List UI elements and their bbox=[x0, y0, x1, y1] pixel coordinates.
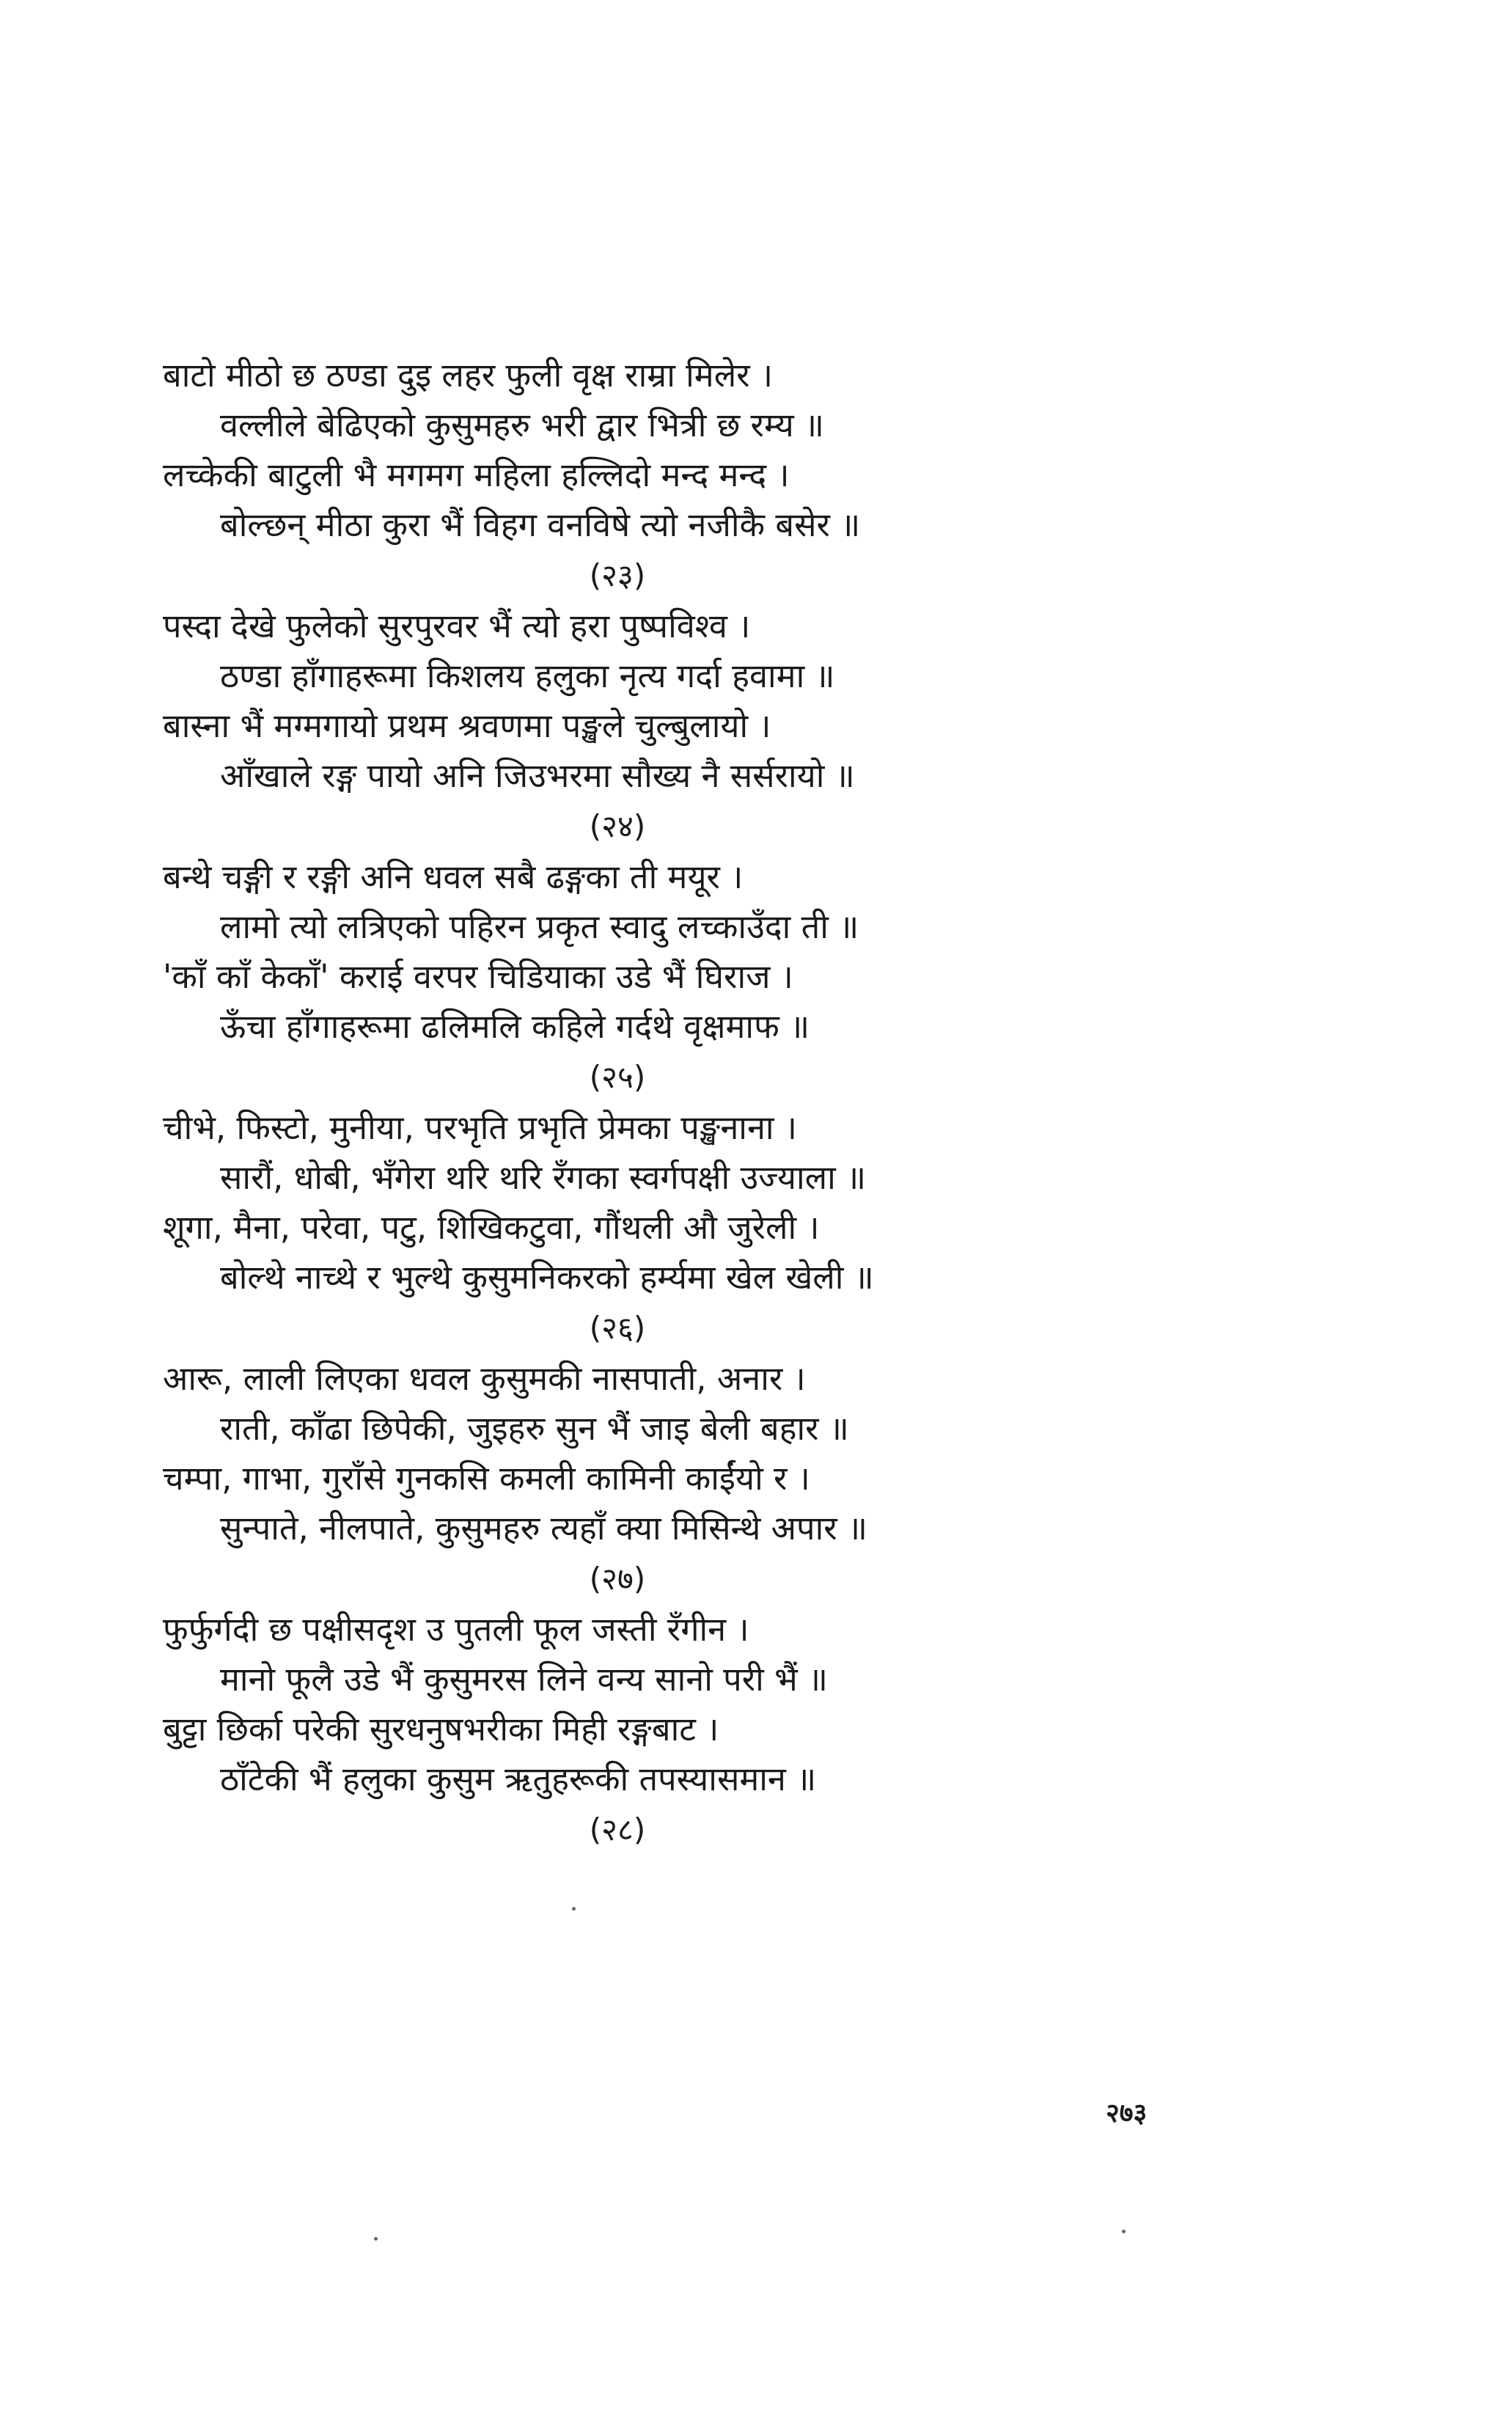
verse-line: आरू, लाली लिएका धवल कुसुमकी नासपाती, अनार । bbox=[163, 1359, 806, 1398]
stanza-number: (२८) bbox=[589, 1812, 646, 1848]
stanza-24 bbox=[163, 601, 1072, 852]
verse-line: फुर्फुर्गदी छ पक्षीसदृश उ पुतली फूल जस्ती रँगीन । bbox=[163, 1610, 749, 1649]
verse-block bbox=[163, 351, 1072, 1856]
stanza-28 bbox=[163, 1605, 1072, 1856]
stanza-number: (२७) bbox=[589, 1561, 646, 1597]
verse-line: वल्लीले बेढिएको कुसुमहरु भरी द्वार भित्री छ रम्य ॥ bbox=[220, 406, 824, 444]
verse-line: चम्पा, गाभा, गुराँसे गुनकसि कमली कामिनी काईंयो र । bbox=[163, 1459, 810, 1498]
verse-line: लच्केकी बाटुली भै मगमग महिला हल्लिदो मन्द मन्द । bbox=[163, 455, 790, 494]
verse-line: मानो फूलै उडे भैं कुसुमरस लिने वन्य सानो परी भैं ॥ bbox=[220, 1660, 828, 1699]
scan-speck bbox=[572, 1907, 576, 1911]
verse-line: लामो त्यो लत्रिएको पहिरन प्रकृत स्वादु लच्काउँदा ती ॥ bbox=[220, 907, 859, 946]
verse-line: शूगा, मैना, परेवा, पटु, शिखिकटुवा, गौंथली औ जुरेली । bbox=[163, 1208, 820, 1247]
stanza-number: (२४) bbox=[589, 808, 646, 844]
verse-line: 'काँ काँ केकाँ' कराई वरपर चिडियाका उडे भैं घिराज । bbox=[163, 957, 793, 996]
stanza-number: (२३) bbox=[589, 557, 646, 593]
stanza-number: (२५) bbox=[589, 1059, 646, 1095]
verse-line: बोल्थे नाच्थे र भुल्थे कुसुमनिकरको हर्म्यमा खेल खेली ॥ bbox=[220, 1258, 874, 1297]
verse-line: पस्दा देखे फुलेको सुरपुरवर भैं त्यो हरा पुष्पविश्व । bbox=[163, 607, 751, 645]
verse-line: बुट्टा छिर्का परेकी सुरधनुषभरीका मिही रङ्गबाट । bbox=[163, 1710, 719, 1749]
verse-line: सारौं, धोबी, भँगेरा थरि थरि रँगका स्वर्गपक्षी उज्याला ॥ bbox=[220, 1158, 867, 1197]
verse-line: ठण्डा हाँगाहरूमा किशलय हलुका नृत्य गर्दा हवामा ॥ bbox=[220, 656, 835, 695]
verse-line: बोल्छन् मीठा कुरा भैं विहग वनविषे त्यो नजीकै बसेर ॥ bbox=[220, 505, 861, 544]
verse-line: ऊँचा हाँगाहरूमा ढलिमलि कहिले गर्दथे वृक्षमाफ ॥ bbox=[220, 1007, 810, 1046]
page-number: २७३ bbox=[1106, 2098, 1148, 2128]
verse-line: बाटो मीठो छ ठण्डा दुइ लहर फुली वृक्ष राम्रा मिलेर । bbox=[163, 356, 773, 395]
stanza-27 bbox=[163, 1354, 1072, 1605]
stanza-25 bbox=[163, 852, 1072, 1103]
stanza-26 bbox=[163, 1103, 1072, 1354]
verse-line: ठाँटेकी भैं हलुका कुसुम ऋतुहरूकी तपस्यासमान ॥ bbox=[220, 1760, 817, 1798]
verse-line: सुन्पाते, नीलपाते, कुसुमहरु त्यहाँ क्या मिसिन्थे अपार ॥ bbox=[220, 1509, 867, 1548]
scan-speck bbox=[1122, 2230, 1126, 2233]
verse-line: चीभे, फिस्टो, मुनीया, परभृति प्रभृति प्रेमका पङ्खनाना । bbox=[163, 1108, 797, 1147]
stanza-number: (२६) bbox=[589, 1310, 646, 1346]
verse-line: आँखाले रङ्ग पायो अनि जिउभरमा सौख्य नै सर्सरायो ॥ bbox=[220, 756, 855, 795]
verse-line: बास्ना भैं मग्मगायो प्रथम श्रवणमा पङ्खले चुल्बुलायो । bbox=[163, 706, 771, 745]
verse-line: राती, काँढा छिपेकी, जुइहरु सुन भैं जाइ बेली बहार ॥ bbox=[220, 1409, 849, 1448]
scan-speck bbox=[374, 2237, 378, 2241]
verse-line: बन्थे चङ्गी र रङ्गी अनि धवल सबै ढङ्गका ती मयूर । bbox=[163, 857, 744, 896]
stanza-23 bbox=[163, 351, 1072, 601]
